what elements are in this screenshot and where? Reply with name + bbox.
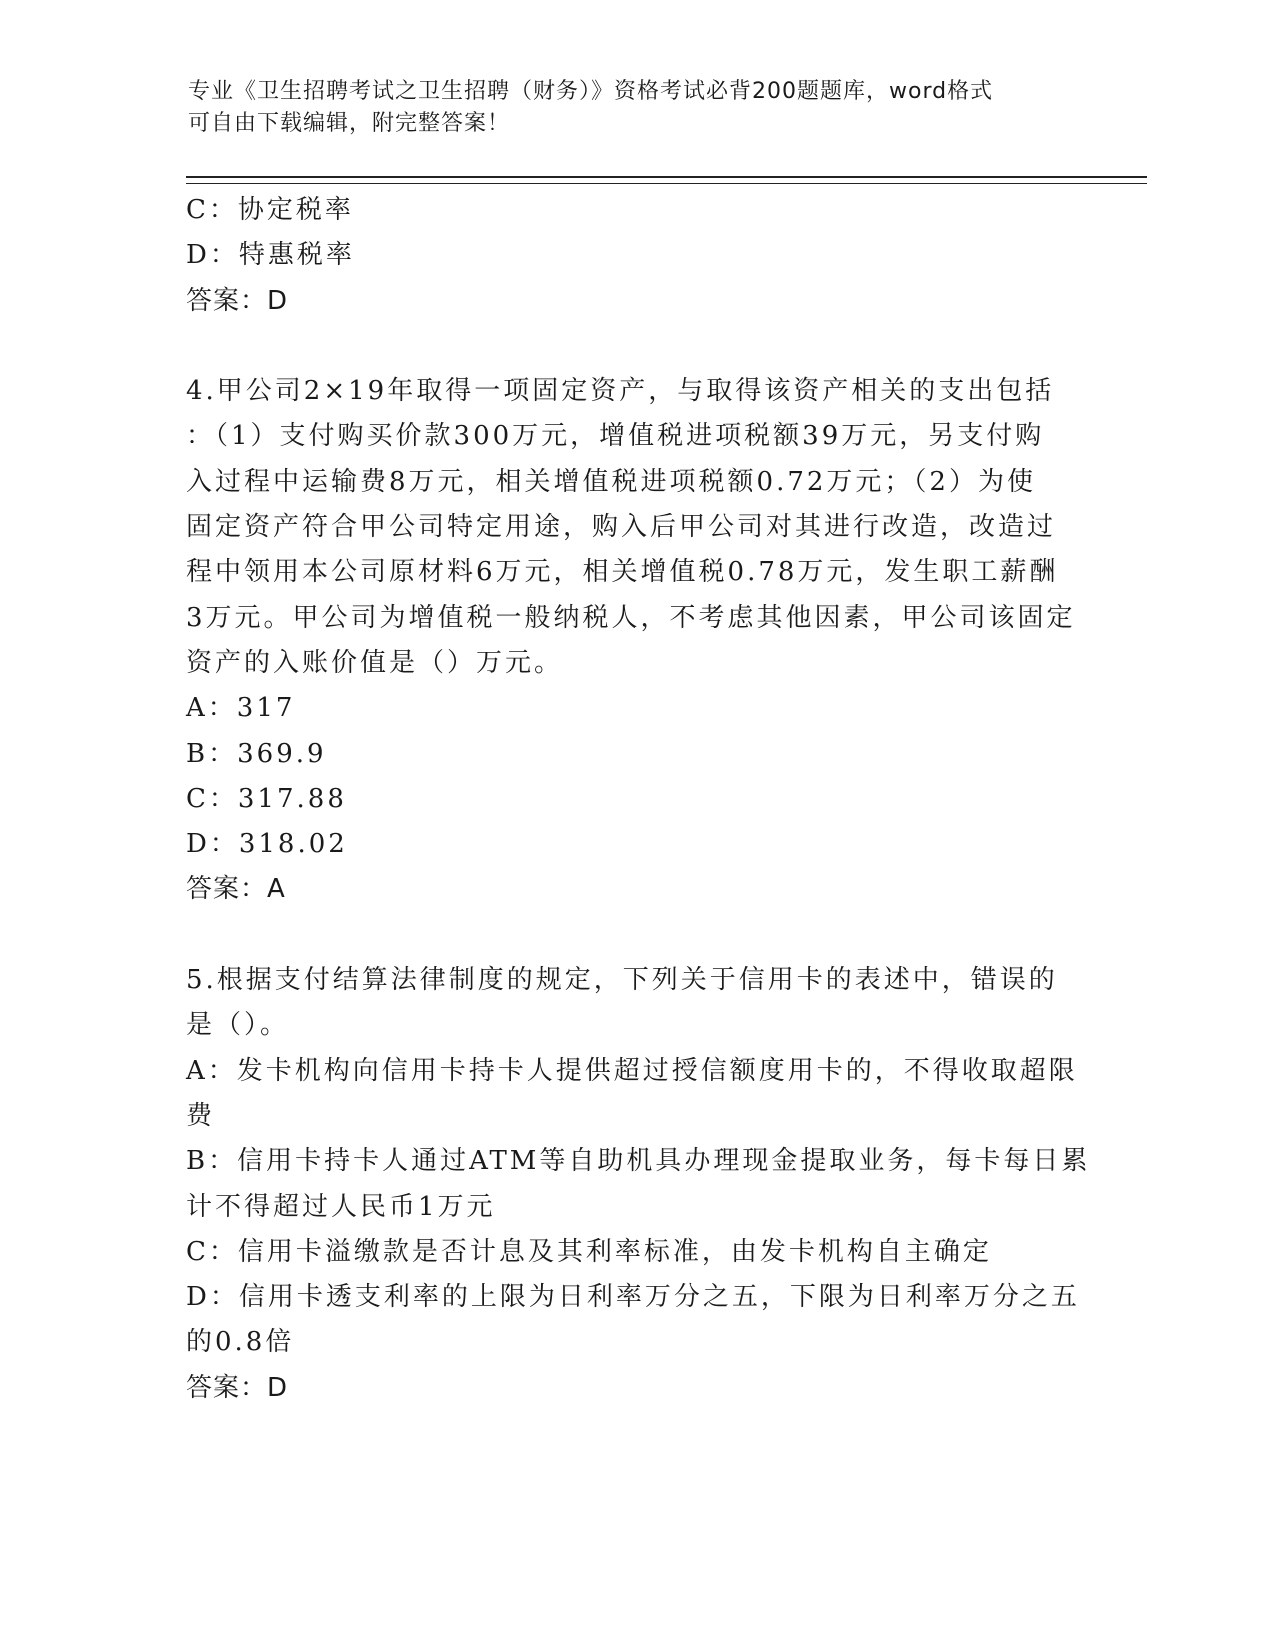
q4-stem-line: 固定资产符合甲公司特定用途，购入后甲公司对其进行改造，改造过 [186, 512, 1057, 543]
q5-option-d-line: D：信用卡透支利率的上限为日利率万分之五，下限为日利率万分之五 [186, 1282, 1080, 1313]
q4-option-d: D：318.02 [186, 829, 348, 860]
q5-option-b-line: 计不得超过人民币1万元 [186, 1191, 496, 1222]
q5-stem [186, 958, 1086, 1049]
header-rule-thick [186, 176, 1147, 178]
q5-option-a-line: 费 [186, 1100, 216, 1131]
q4-stem [186, 369, 1086, 686]
document-header [188, 76, 1068, 140]
spacer [186, 324, 1086, 369]
q5-answer: 答案：D [186, 1372, 289, 1403]
q5-option-a [186, 1049, 1086, 1140]
q5-stem-line: 5.根据支付结算法律制度的规定，下列关于信用卡的表述中，错误的 [186, 965, 1058, 996]
q4-option-b: B：369.9 [186, 738, 327, 769]
q4-option-c: C：317.88 [186, 783, 347, 814]
header-rule-thin [186, 183, 1147, 184]
q4-stem-line: 4.甲公司2×19年取得一项固定资产，与取得该资产相关的支出包括 [186, 376, 1055, 407]
q5-option-c: C：信用卡溢缴款是否计息及其利率标准，由发卡机构自主确定 [186, 1236, 992, 1267]
q3-option-d: D：特惠税率 [186, 240, 355, 271]
q5-stem-line: 是（）。 [186, 1010, 290, 1041]
document-body [186, 188, 1091, 1411]
q4-answer: 答案：A [186, 874, 286, 905]
q5-option-b-line: B：信用卡持卡人通过ATM等自助机具办理现金提取业务，每卡每日累 [186, 1146, 1091, 1177]
q3-option-c: C：协定税率 [186, 195, 354, 225]
q5-option-a-line: A：发卡机构向信用卡持卡人提供超过授信额度用卡的，不得收取超限 [186, 1055, 1078, 1086]
header-line-2: 可自由下载编辑，附完整答案！ [188, 111, 511, 136]
q5-option-d [186, 1275, 1086, 1366]
q4-stem-line: ：（1）支付购买价款300万元，增值税进项税额39万元，另支付购 [186, 421, 1045, 452]
q5-option-b [186, 1139, 1091, 1230]
q3-answer: 答案：D [186, 285, 289, 316]
spacer [186, 913, 1086, 958]
header-line-1: 专业《卫生招聘考试之卫生招聘（财务）》资格考试必背200题题库，word格式 [188, 79, 994, 104]
q4-stem-line: 程中领用本公司原材料6万元，相关增值税0.78万元，发生职工薪酬 [186, 557, 1059, 588]
q4-stem-line: 入过程中运输费8万元，相关增值税进项税额0.72万元；（2）为使 [186, 466, 1036, 497]
q4-stem-line: 资产的入账价值是（）万元。 [186, 647, 564, 678]
q4-stem-line: 3万元。甲公司为增值税一般纳税人，不考虑其他因素，甲公司该固定 [186, 602, 1076, 633]
q5-option-d-line: 的0.8倍 [186, 1327, 295, 1358]
q4-option-a: A：317 [186, 693, 296, 724]
